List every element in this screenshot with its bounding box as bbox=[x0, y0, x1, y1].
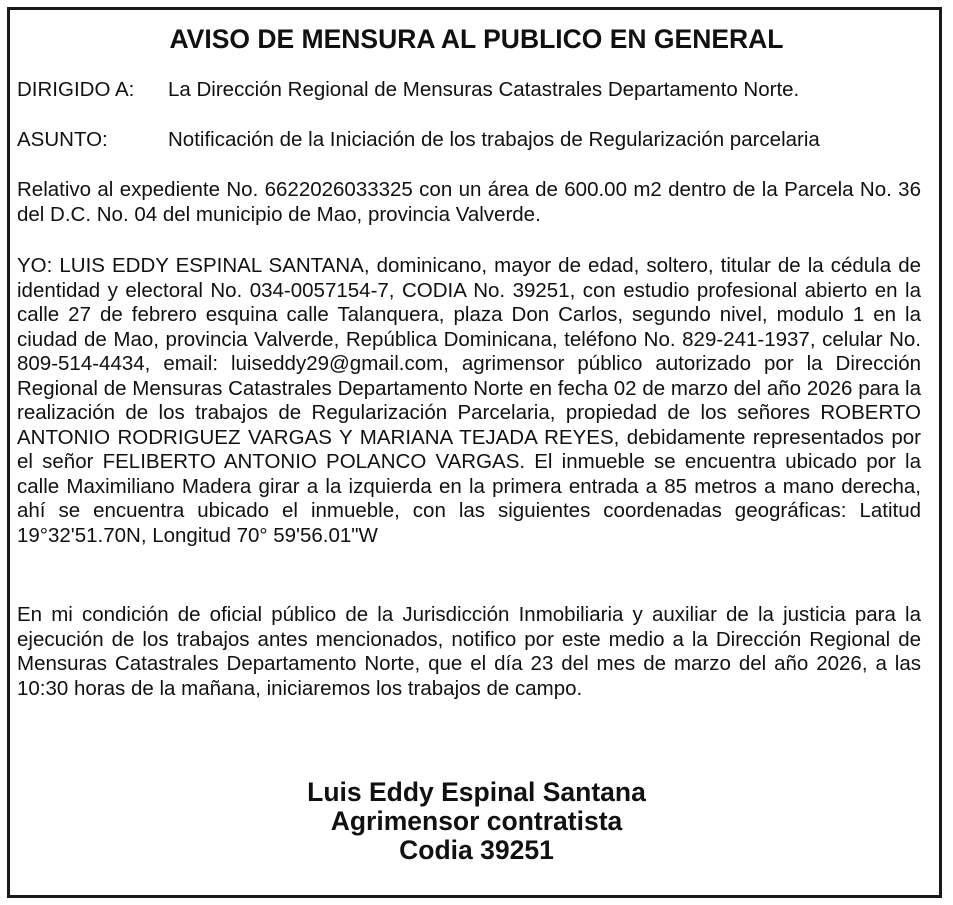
asunto-label: ASUNTO: bbox=[17, 128, 108, 151]
signature-name: Luis Eddy Espinal Santana bbox=[307, 777, 646, 807]
asunto-value: Notificación de la Iniciación de los trabajos de Regularización parcelaria bbox=[168, 128, 820, 151]
expediente-paragraph: Relativo al expediente No. 6622026033325 con un área de 600.00 m2 dentro de la Parcela No. 36 del D.C. No. 04 del municipio de Mao, provincia Valverde. bbox=[17, 178, 921, 226]
asunto-row bbox=[17, 128, 820, 152]
signature-codia: Codia 39251 bbox=[399, 835, 554, 865]
dirigido-label: DIRIGIDO A: bbox=[17, 78, 135, 101]
notification-paragraph: En mi condición de oficial público de la Jurisdicción Inmobiliaria y auxiliar de la justicia para la ejecución de los trabajos antes mencionados, notifico por este medio a la Dirección Regional de Mensuras Catastrales Departamento Norte, que el día 23 del mes de marzo del año 2026, a las 10:30 horas de la mañana, iniciaremos los trabajos de campo. bbox=[17, 603, 921, 700]
dirigido-value: La Dirección Regional de Mensuras Catastrales Departamento Norte. bbox=[168, 78, 800, 101]
declaration-paragraph: YO: LUIS EDDY ESPINAL SANTANA, dominicano, mayor de edad, soltero, titular de la cédula de identidad y electoral No. 034-0057154-7, CODIA No. 39251, con estudio profesional abierto en la calle 27 de febrero esquina calle Talanquera, plaza Don Carlos, segundo nivel, modulo 1 en la ciudad de Mao, provincia Valverde, República Dominicana, teléfono No. 829-241-1937, celular No. 809-514-4434, email: luiseddy29@gmail.com, agrimensor público autorizado por la Dirección Regional de Mensuras Catastrales Departamento Norte en fecha 02 de marzo del año 2026 para la realización de los trabajos de Regularización Parcelaria, propiedad de los señores ROBERTO ANTONIO RODRIGUEZ VARGAS Y MARIANA TEJADA REYES, debidamente representados por el señor FELIBERTO ANTONIO POLANCO VARGAS. El inmueble se encuentra ubicado por la calle Maximiliano Madera girar a la izquierda en la primera entrada a 85 metros a mano derecha, ahí se encuentra ubicado el inmueble, con las siguientes coordenadas geográficas: Latitud 19°32'51.70N, Longitud 70° 59'56.01"W bbox=[17, 254, 921, 547]
signature-block bbox=[0, 778, 953, 865]
dirigido-row bbox=[17, 78, 799, 102]
notice-title: AVISO DE MENSURA AL PUBLICO EN GENERAL bbox=[169, 24, 784, 54]
signature-role: Agrimensor contratista bbox=[330, 806, 623, 836]
